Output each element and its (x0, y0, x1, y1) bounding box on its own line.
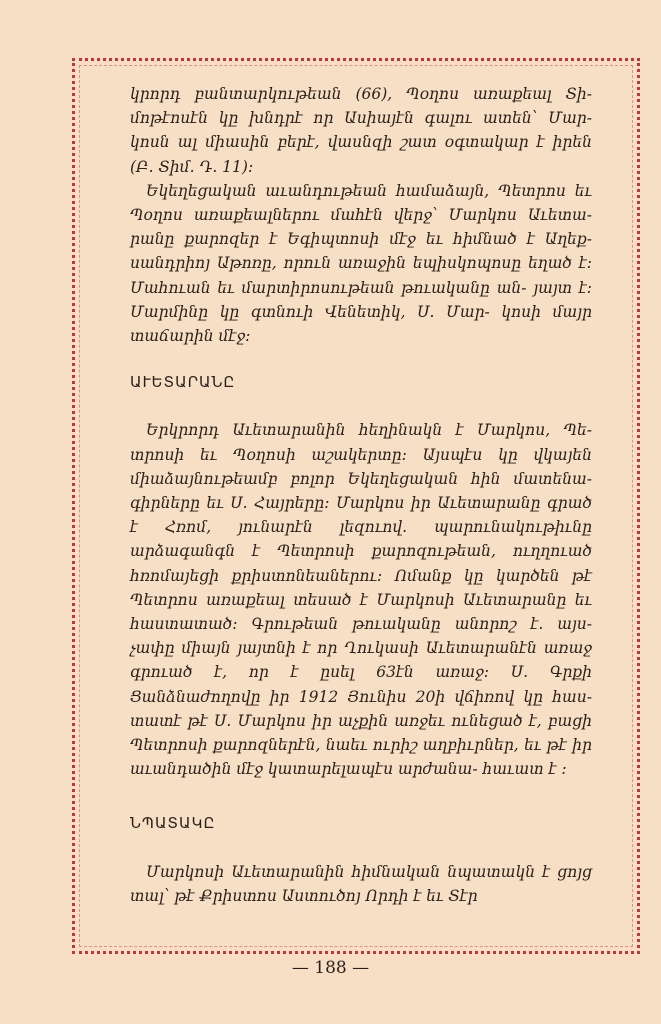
page-number: — 188 — (291, 958, 370, 978)
section-heading-purpose: ՆՊԱՏԱԿԸ (130, 814, 216, 833)
section-heading-gospel: ԱՒԵՏԱՐԱՆԸ (130, 373, 236, 392)
paragraph-continuation: կրորդ բանտարկութեան (66), Պօղոս առաքեալ Տի- մոթէոսէն կը խնդրէ որ Ասիայէն գալու ատեն՝ Մար- կոսն ալ միասին բերէ, վասնզի շատ օգտակար է իրեն (Բ. Տիմ. Դ. 11)։ (130, 85, 592, 176)
paragraph-gospel: Երկրորդ Աւետարանին հեղինակն է Մարկոս, Պե- տրոսի եւ Պօղոսի աշակերտը։ Այսպէս կը վկայեն միաձայնութեամբ բոլոր Եկեղեցական հին մատենա- գիրները եւ Ս. Հայրերը։ Մարկոս իր Աւետարանը գրած է Հռոմ, յունարէն լեզուով. պարունակութիւնը արձագանգն է Պետրոսի քարոզութեան, ուղղուած հռոմայեցի քրիստոնեաներու։ Ոմանք կը կարծեն թէ Պետրոս առաքեալ տեսած է Մարկոսի Աւետարանը եւ հաստատած։ Գրութեան թուականը անորոշ է. այս- չափը միայն յայտնի է որ Ղուկասի Աւետարանէն առաջ գրուած է, որ է ըսել 63էն առաջ։ Ս. Գրքի Ցանձնաժողովը իր 1912 Յունիս 20ի վճիռով կը հաս- տատէ թէ Ս. Մարկոս իր աչքին առջեւ ունեցած է, բացի Պետրոսի քարոզներէն, նաեւ ուրիշ աղբիւրներ, եւ թէ իր աւանդածին մէջ կատարելապէս արժանա- հաւատ է ։ (130, 421, 592, 779)
paragraph-tradition: Եկեղեցական աւանդութեան համաձայն, Պետրոս եւ Պօղոս առաքեալներու մահէն վերջ՝ Մարկոս Աւետա- րանը քարոզեր է Եգիպտոսի մէջ եւ հիմնած է Աղեք- սանդրիոյ Աթոռը, որուն առաջին եպիսկոպոսը եղած է։ Մահուան եւ մարտիրոսութեան թուականը ան- յայտ է։ Մարմինը կը գտնուի Վենետիկ, Ս. Մար- կոսի մայր տաճարին մէջ։ (130, 181, 592, 346)
text-column (130, 82, 592, 908)
paragraph-purpose: Մարկոսի Աւետարանին հիմնական նպատակն է ցոյց տալ՝ թէ Քրիստոս Աստուծոյ Որդի է եւ Տէր (130, 862, 592, 905)
